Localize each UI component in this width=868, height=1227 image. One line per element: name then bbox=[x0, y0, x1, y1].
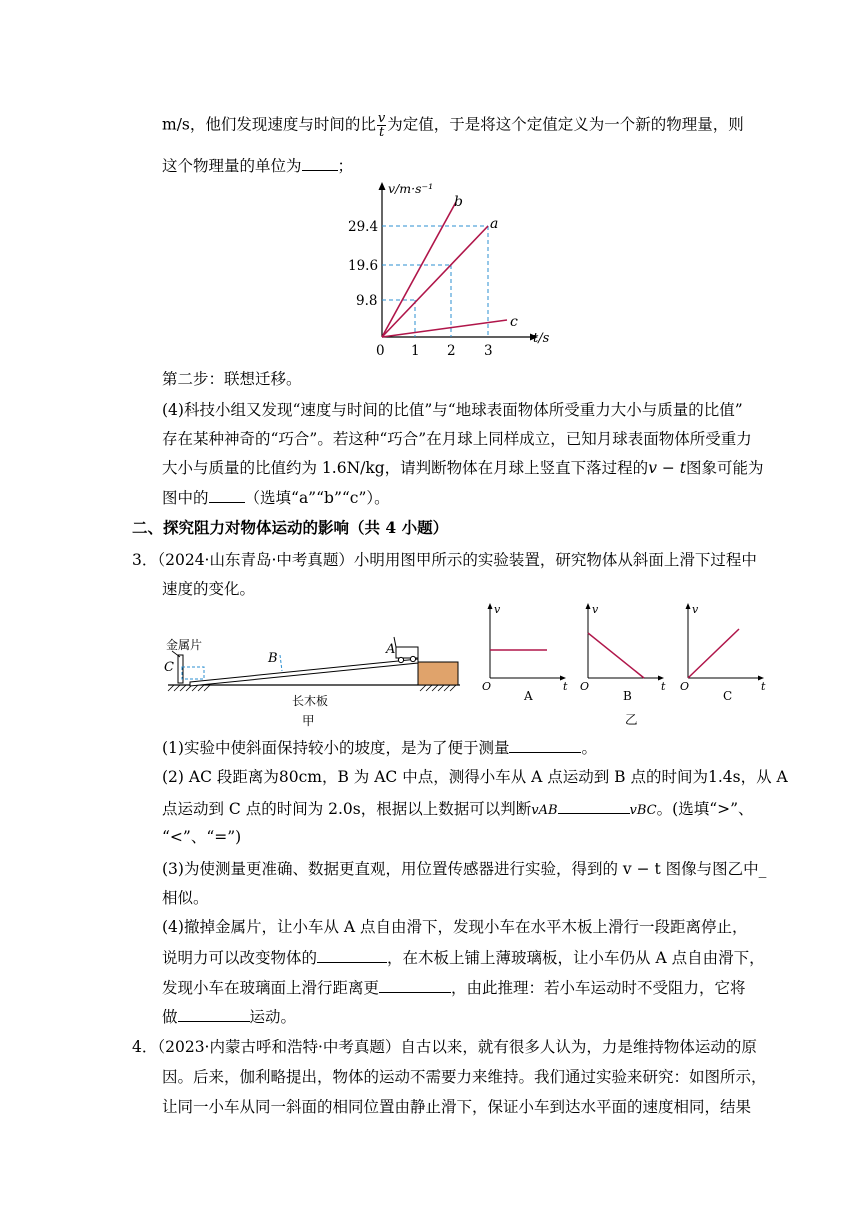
q2-line1-post: 为定值，于是将这个定值定义为一个新的物理量，则 bbox=[387, 115, 744, 134]
unit-answer-blank[interactable] bbox=[302, 154, 338, 171]
q3-p4-line1: (4)撤掉金属片，让小车从 A 点自由滑下，发现小车在水平木板上滑行一段距离停止， bbox=[162, 918, 748, 936]
q3-p3-line1: (3)为使测量更准确、数据更直观，用位置传感器进行实验，得到的 v − t 图像与图乙中_ bbox=[162, 860, 767, 878]
axis-v-b: v bbox=[592, 603, 599, 616]
option-b-line bbox=[588, 633, 644, 678]
v-bc-symbol: vBC bbox=[629, 803, 657, 818]
option-c-line bbox=[688, 629, 739, 678]
q3-p4-line2: 说明力可以改变物体的 ，在木板上铺上薄玻璃板，让小车仍从 A 点自由滑下， bbox=[162, 946, 765, 969]
label-c: C bbox=[164, 660, 174, 675]
origin-a: O bbox=[482, 680, 492, 693]
ground-hatch bbox=[168, 685, 456, 691]
v-over-t-fraction: $\frac{v}{t}$ bbox=[377, 111, 386, 140]
label-long-board: 长木板 bbox=[292, 694, 329, 708]
graph-choice-blank[interactable] bbox=[209, 486, 245, 503]
q2-line1-pre: m/s，他们发现速度与时间的比 bbox=[162, 115, 376, 134]
support-block bbox=[418, 662, 458, 685]
series-line-a bbox=[382, 226, 488, 337]
q3-p2-line1: (2) AC 段距离为80cm，B 为 AC 中点，测得小车从 A 点运动到 B 点的时间为1.4s，从 A bbox=[162, 768, 788, 786]
q2-p4-line4: 图中的 （选填“a”“b”“c”）。 bbox=[162, 486, 390, 509]
y-tick-9-8: 9.8 bbox=[356, 293, 378, 309]
q2-p4-line1: (4)科技小组又发现“速度与时间的比值”与“地球表面物体所受重力大小与质量的比值” bbox=[162, 401, 743, 419]
v-ab-symbol: vAB bbox=[531, 803, 558, 818]
section2-title: 二、探究阻力对物体运动的影响（共 4 小题） bbox=[132, 518, 449, 537]
q2-p4-line3: 大小与质量的比值约为 1.6N/kg，请判断物体在月球上竖直下落过程的v − t图象可能为 bbox=[162, 459, 764, 477]
motion-blank[interactable] bbox=[178, 1005, 250, 1022]
x-tick-2: 2 bbox=[447, 343, 456, 359]
q4-line3: 让同一小车从同一斜面的相同位置由静止滑下，保证小车到达水平面的速度相同，结果 bbox=[162, 1098, 752, 1116]
y-tick-19-6: 19.6 bbox=[348, 258, 379, 274]
x-tick-0: 0 bbox=[376, 343, 385, 359]
long-board bbox=[190, 659, 418, 686]
cart-at-a bbox=[394, 637, 418, 663]
axis-t-b: t bbox=[661, 680, 666, 693]
q3-stem-line2: 速度的变化。 bbox=[162, 580, 256, 598]
vt-graph-abc bbox=[348, 180, 570, 360]
q3-stem-line1: 3．（2024·山东青岛·中考真题）小明用图甲所示的实验装置，研究物体从斜面上滑下过程中 bbox=[132, 551, 757, 569]
q3-p4-line4: 做 运动。 bbox=[162, 1005, 296, 1028]
vt-options-figure-yi bbox=[475, 600, 775, 725]
label-metal-plate: 金属片 bbox=[166, 638, 203, 652]
x-tick-3: 3 bbox=[484, 343, 493, 359]
caption-yi: 乙 bbox=[625, 712, 638, 727]
q2-line1 bbox=[162, 112, 744, 139]
line-label-c: c bbox=[510, 314, 518, 330]
axis-t-c: t bbox=[761, 680, 766, 693]
label-a: A bbox=[386, 642, 396, 657]
axis-t-a: t bbox=[563, 680, 568, 693]
q4-line2: 因。后来，伽利略提出，物体的运动不需要力来维持。我们通过实验来研究：如图所示， bbox=[162, 1068, 767, 1086]
panel-label-b: B bbox=[623, 689, 632, 703]
q2-line2: 这个物理量的单位为 ； bbox=[162, 154, 353, 177]
step2-heading: 第二步：联想迁移。 bbox=[162, 370, 302, 388]
q3-p1: (1)实验中使斜面保持较小的坡度，是为了便于测量 。 bbox=[162, 736, 597, 759]
q3-p2-line3: “<”、“=”) bbox=[162, 828, 242, 846]
panel-label-c: C bbox=[723, 689, 733, 703]
y-axis-arrow bbox=[379, 182, 386, 190]
origin-c: O bbox=[680, 680, 690, 693]
series-line-b bbox=[382, 202, 456, 337]
x-tick-1: 1 bbox=[411, 343, 420, 359]
measure-blank[interactable] bbox=[509, 736, 581, 753]
marker-b bbox=[280, 655, 282, 671]
origin-b: O bbox=[580, 680, 590, 693]
axis-v-c: v bbox=[692, 603, 699, 616]
q4-line1: 4．（2023·内蒙古呼和浩特·中考真题）自古以来，就有很多人认为，力是维持物体运动的原 bbox=[132, 1038, 757, 1056]
incline-figure-jia bbox=[160, 605, 470, 730]
y-tick-29-4: 29.4 bbox=[348, 219, 379, 235]
panel-label-a: A bbox=[524, 689, 533, 703]
q3-p3-line2: 相似。 bbox=[162, 889, 209, 907]
q3-p4-line3: 发现小车在玻璃面上滑行距离更 ，由此推理：若小车运动时不受阻力，它将 bbox=[162, 976, 746, 999]
state-blank[interactable] bbox=[317, 946, 387, 963]
y-axis-label: v/m·s⁻¹ bbox=[388, 181, 434, 196]
compare-blank[interactable] bbox=[558, 797, 630, 814]
distance-blank[interactable] bbox=[379, 976, 451, 993]
x-axis-label: t/s bbox=[533, 331, 550, 346]
caption-jia: 甲 bbox=[302, 713, 315, 728]
car-position-c bbox=[182, 667, 204, 679]
line-label-b: b bbox=[454, 194, 463, 210]
line-label-a: a bbox=[490, 216, 499, 232]
axis-v-a: v bbox=[494, 603, 501, 616]
q3-p2-line2: 点运动到 C 点的时间为 2.0s，根据以上数据可以判断vAB vBC。(选填“>”、 bbox=[162, 797, 754, 822]
label-b: B bbox=[268, 651, 278, 666]
q2-p4-line2: 存在某种神奇的“巧合”。若这种“巧合”在月球上同样成立，已知月球表面物体所受重力 bbox=[162, 430, 752, 448]
